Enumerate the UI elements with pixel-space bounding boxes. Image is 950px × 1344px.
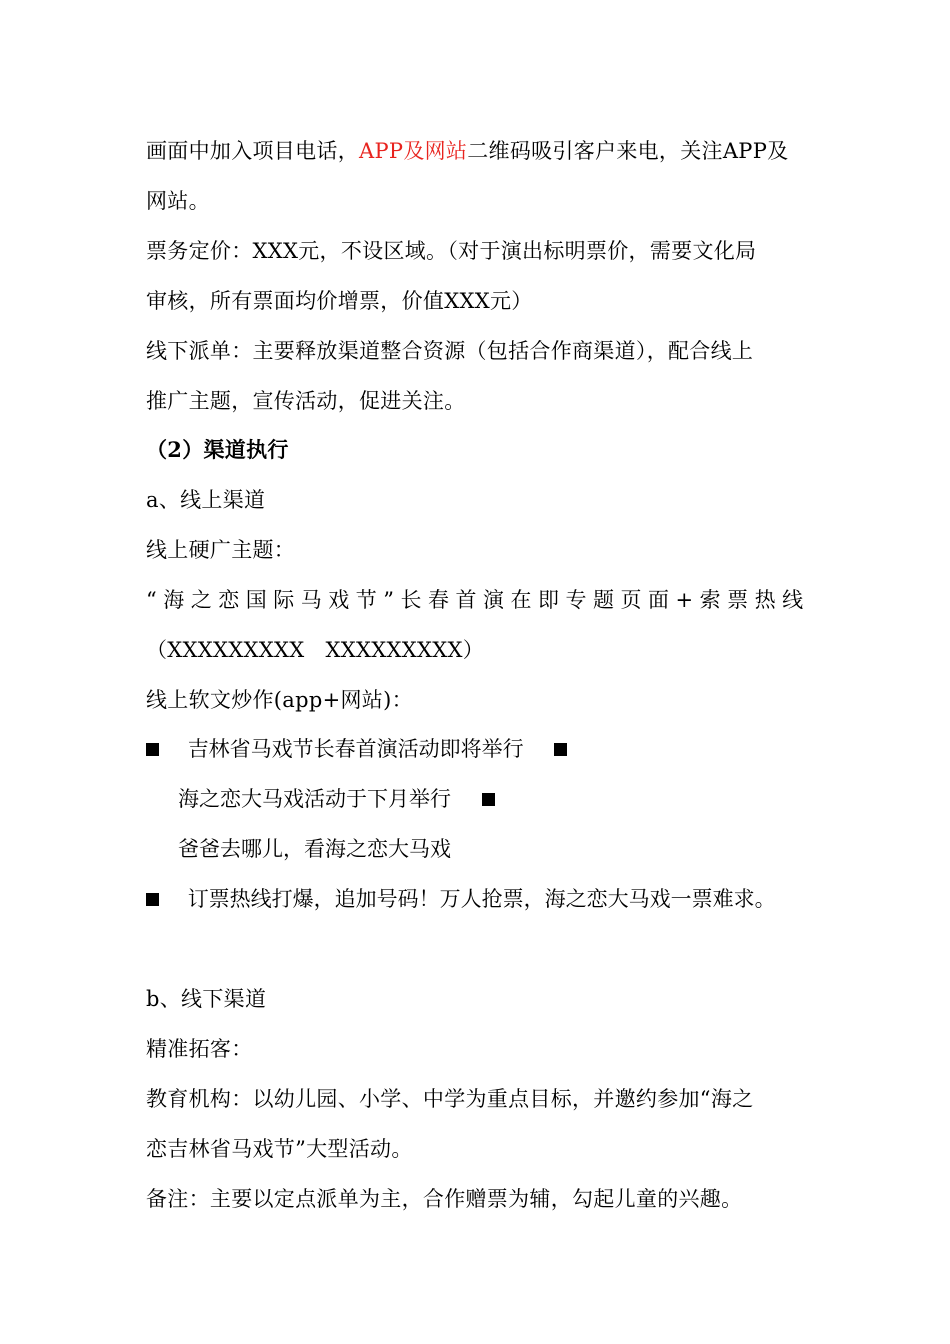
- list-item-text: 吉林省马戏节长春首演活动即将举行: [187, 737, 524, 761]
- square-bullet-icon: [146, 743, 159, 756]
- paragraph-line: 线上软文炒作(app+网站)：: [146, 688, 413, 712]
- paragraph-line: “海之恋国际马戏节”长春首演在即专题页面+索票热线: [146, 588, 810, 612]
- square-bullet-icon: [554, 743, 567, 756]
- paragraph-line: [146, 137, 788, 165]
- section-heading: （2）渠道执行: [146, 437, 289, 462]
- paragraph-line: 精准拓客：: [146, 1037, 253, 1061]
- list-item: [146, 885, 776, 913]
- list-item-text: 爸爸去哪儿，看海之恋大马戏: [178, 837, 451, 861]
- square-bullet-icon: [146, 893, 159, 906]
- subsection-title: b、线下渠道: [146, 987, 267, 1011]
- list-item: [178, 785, 495, 813]
- paragraph-line: 网站。: [146, 189, 210, 213]
- text-run: 二维码吸引客户来电，关注APP及: [467, 139, 789, 163]
- square-bullet-icon: [482, 793, 495, 806]
- highlighted-text-run: APP及网站: [359, 139, 468, 163]
- paragraph-line: 备注：主要以定点派单为主，合作赠票为辅，勾起儿童的兴趣。: [146, 1187, 743, 1211]
- paragraph-line: 线上硬广主题：: [146, 538, 296, 562]
- paragraph-line: 票务定价：XXX元，不设区域。（对于演出标明票价，需要文化局: [146, 239, 757, 263]
- list-item-text: 海之恋大马戏活动于下月举行: [178, 787, 451, 811]
- list-item: [178, 835, 451, 863]
- text-run: 画面中加入项目电话，: [146, 139, 359, 163]
- paragraph-line: 线下派单：主要释放渠道整合资源（包括合作商渠道），配合线上: [146, 339, 754, 363]
- paragraph-line: 推广主题，宣传活动，促进关注。: [146, 389, 466, 413]
- paragraph-line: （XXXXXXXXX XXXXXXXXX）: [146, 638, 485, 662]
- paragraph-line: 审核，所有票面均价增票，价值XXX元）: [146, 289, 533, 313]
- paragraph-line: 恋吉林省马戏节”大型活动。: [146, 1137, 413, 1161]
- subsection-title: a、线上渠道: [146, 488, 266, 512]
- list-item: [146, 735, 567, 763]
- paragraph-line: 教育机构：以幼儿园、小学、中学为重点目标，并邀约参加“海之: [146, 1087, 754, 1111]
- list-item-text: 订票热线打爆，追加号码！万人抢票，海之恋大马戏一票难求。: [187, 887, 776, 911]
